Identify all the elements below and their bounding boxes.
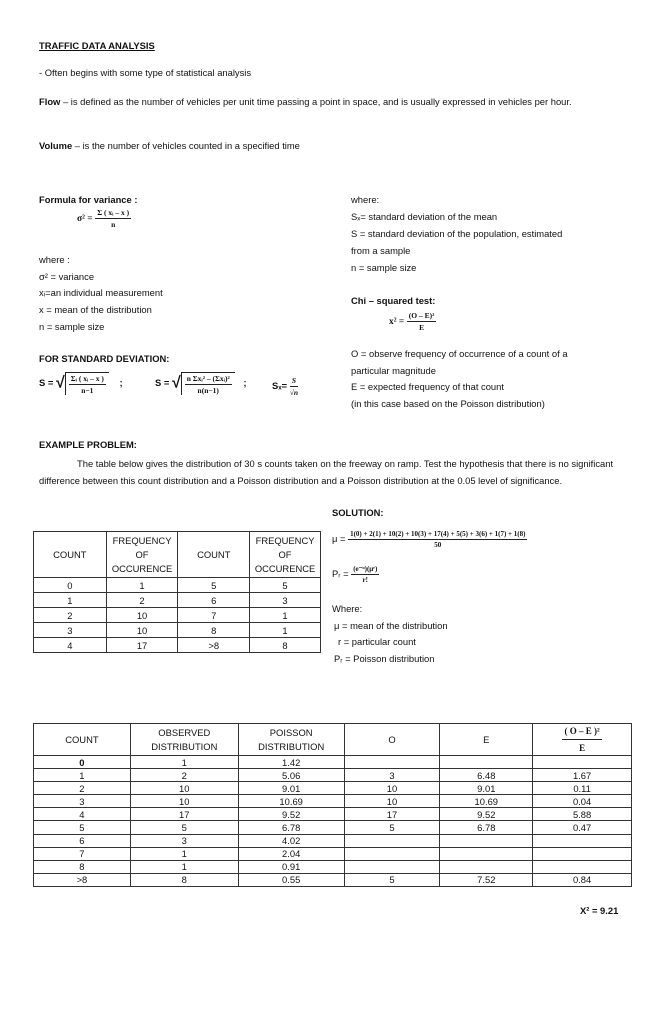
example-heading: EXAMPLE PROBLEM: <box>39 439 137 450</box>
chi-square-total: X² = 9.21 <box>580 905 619 916</box>
table-cell: 5 <box>34 821 131 834</box>
mu-formula <box>332 530 527 549</box>
flow-definition <box>39 93 624 110</box>
table-cell <box>344 834 440 847</box>
table-cell: 2 <box>106 593 178 608</box>
table-cell: 5 <box>250 578 321 593</box>
table-cell: 6.78 <box>238 821 344 834</box>
table-header: OBSERVED DISTRIBUTION <box>130 724 238 756</box>
table-row <box>34 860 632 873</box>
chi-heading: Chi – squared test: <box>351 295 436 306</box>
table-cell: 4 <box>34 638 107 653</box>
chi-line: O = observe frequency of occurrence of a count of a <box>351 348 568 359</box>
chi-numerator: (O – E)² <box>408 311 435 320</box>
table-cell: 6 <box>178 593 250 608</box>
variance-denominator: n <box>111 220 116 229</box>
table-cell: 5 <box>130 821 238 834</box>
table-cell: 2 <box>34 608 107 623</box>
intro-text: - Often begins with some type of statistical analysis <box>39 67 252 78</box>
variance-formula <box>77 208 131 229</box>
table-header-chi <box>533 724 632 756</box>
stddev1-denominator: n−1 <box>81 386 94 395</box>
table-cell: 9.01 <box>440 782 533 795</box>
table-cell: 5 <box>344 873 440 886</box>
variance-lhs: σ² = <box>77 213 93 224</box>
chi-col-denominator: E <box>579 743 586 753</box>
table-cell <box>440 847 533 860</box>
table-cell: 5.88 <box>533 808 632 821</box>
table-cell: 7 <box>34 847 131 860</box>
table-row <box>34 808 632 821</box>
solution-def: Pᵣ = Poisson distribution <box>334 653 435 664</box>
table-cell: 17 <box>130 808 238 821</box>
table-cell: 7.52 <box>440 873 533 886</box>
table-header: POISSON DISTRIBUTION <box>238 724 344 756</box>
table-cell: 7 <box>178 608 250 623</box>
table-cell: 9.52 <box>238 808 344 821</box>
table-cell: 1 <box>34 593 107 608</box>
table-header: FREQUENCY OF OCCURENCE <box>250 532 321 578</box>
variance-heading: Formula for variance : <box>39 194 138 205</box>
variance-def: n = sample size <box>39 321 105 332</box>
table-cell: 2 <box>34 782 131 795</box>
table-cell: >8 <box>34 873 131 886</box>
mu-denominator: 50 <box>434 541 442 549</box>
variance-def: σ² = variance <box>39 271 95 282</box>
table-cell: 2 <box>130 769 238 782</box>
table-cell: 8 <box>250 638 321 653</box>
table-cell: 0.11 <box>533 782 632 795</box>
table-cell: 8 <box>34 860 131 873</box>
chi-line: (in this case based on the Poisson distribution) <box>351 398 545 409</box>
table-cell: 17 <box>344 808 440 821</box>
chi-col-numerator: ( O – E )² <box>562 724 601 740</box>
table-cell: 1 <box>130 860 238 873</box>
table-cell: 6 <box>34 834 131 847</box>
table-cell: 10 <box>344 782 440 795</box>
chi-square-table <box>33 723 632 887</box>
table-row <box>34 638 321 653</box>
table-header: E <box>440 724 533 756</box>
table-cell: 0.55 <box>238 873 344 886</box>
flow-term: Flow <box>39 96 61 107</box>
table-cell <box>440 860 533 873</box>
stddev1-lhs: S = <box>39 376 54 388</box>
right-where-line: S = standard deviation of the population, estimated <box>351 228 563 239</box>
table-cell <box>344 847 440 860</box>
table-header: FREQUENCY OF OCCURENCE <box>106 532 178 578</box>
poisson-formula <box>332 565 379 584</box>
table-header: COUNT <box>34 724 131 756</box>
solution-where: Where: <box>332 603 363 614</box>
table-cell: 1 <box>34 769 131 782</box>
table-row <box>34 623 321 638</box>
table-cell: 10 <box>130 782 238 795</box>
table-cell: 5 <box>344 821 440 834</box>
variance-numerator: Σ ( xᵢ – x ) <box>97 208 130 217</box>
table-cell: 10.69 <box>238 795 344 808</box>
table-cell <box>440 756 533 769</box>
volume-text: – is the number of vehicles counted in a specified time <box>72 140 300 151</box>
stddev2-numerator: n Σxᵢ² – (Σxᵢ)² <box>186 374 230 383</box>
table-cell <box>533 860 632 873</box>
poisson-numerator: (e⁻ᵘ)(μʳ) <box>353 565 378 573</box>
table-cell: 6.48 <box>440 769 533 782</box>
table-cell: 1 <box>250 608 321 623</box>
table-cell: 1 <box>106 578 178 593</box>
table-cell <box>533 834 632 847</box>
table-cell <box>344 860 440 873</box>
stddev2-denominator: n(n−1) <box>197 386 219 395</box>
table-cell: 10 <box>106 608 178 623</box>
table-cell: 10 <box>130 795 238 808</box>
table-cell: 4.02 <box>238 834 344 847</box>
table-cell: >8 <box>178 638 250 653</box>
table-row <box>34 873 632 886</box>
table-header: COUNT <box>178 532 250 578</box>
table-row <box>34 834 632 847</box>
variance-where: where : <box>39 254 70 265</box>
table-cell: 10 <box>344 795 440 808</box>
right-where-line: n = sample size <box>351 262 417 273</box>
table-row <box>34 782 632 795</box>
mu-numerator: 1(0) + 2(1) + 10(2) + 10(3) + 17(4) + 5(5) + 3(6) + 1(7) + 1(8) <box>350 530 526 538</box>
table-row <box>34 756 632 769</box>
table-cell: 10.69 <box>440 795 533 808</box>
poisson-denominator: r! <box>362 576 368 584</box>
table-row <box>34 593 321 608</box>
table-row <box>34 608 321 623</box>
frequency-table <box>33 531 321 653</box>
table-cell: 9.52 <box>440 808 533 821</box>
table-cell: 0.84 <box>533 873 632 886</box>
table-cell: 5 <box>178 578 250 593</box>
table-cell: 0 <box>34 756 131 769</box>
table-cell <box>533 756 632 769</box>
table-cell: 3 <box>250 593 321 608</box>
table-header: O <box>344 724 440 756</box>
table-cell: 3 <box>130 834 238 847</box>
poisson-lhs: Pᵣ = <box>332 567 349 579</box>
table-cell: 10 <box>106 623 178 638</box>
table-row <box>34 847 632 860</box>
solution-heading: SOLUTION: <box>332 507 384 518</box>
chi-denominator: E <box>419 323 425 332</box>
page-title: TRAFFIC DATA ANALYSIS <box>39 40 155 51</box>
table-row <box>34 821 632 834</box>
stddev-heading: FOR STANDARD DEVIATION: <box>39 353 170 364</box>
chi-lhs: x² = <box>389 316 405 327</box>
volume-definition <box>39 137 624 154</box>
chi-line: E = expected frequency of that count <box>351 381 504 392</box>
table-cell: 1 <box>130 847 238 860</box>
table-row <box>34 795 632 808</box>
mu-lhs: μ = <box>332 532 346 544</box>
table-row <box>34 769 632 782</box>
variance-def: xᵢ=an individual measurement <box>39 287 163 298</box>
table-cell: 8 <box>130 873 238 886</box>
chi-line: particular magnitude <box>351 365 436 376</box>
table-header: COUNT <box>34 532 107 578</box>
table-cell: 0.04 <box>533 795 632 808</box>
table-cell: 1 <box>250 623 321 638</box>
table-cell <box>533 847 632 860</box>
table-cell: 0 <box>34 578 107 593</box>
stddev2-lhs: S = <box>155 376 170 388</box>
right-where-line: Sₓ= standard deviation of the mean <box>351 211 498 222</box>
stddev-formula-2: S = √ $\frac{\text{n Σxᵢ² – (Σxᵢ)²}}{n(n-1)}$ ; <box>155 374 247 395</box>
table-cell <box>344 756 440 769</box>
stddev-formula-1: S = √ $\frac{\text{Σᵢ ( xᵢ – x )}}{n-1}$ ; <box>39 374 123 395</box>
solution-def: μ = mean of the distribution <box>334 620 448 631</box>
table-cell: 1 <box>130 756 238 769</box>
table-cell: 3 <box>34 795 131 808</box>
stddev-formula-3 <box>272 376 298 397</box>
table-cell: 6.78 <box>440 821 533 834</box>
table-cell: 17 <box>106 638 178 653</box>
example-text: The table below gives the distribution of 30 s counts taken on the freeway on ramp. Test the hypothesis that there is no significant difference between this count distribution and a Poisson distribution and a Poisson distribution at the 0.05 level of significance. <box>39 458 614 486</box>
right-where-line: from a sample <box>351 245 411 256</box>
table-cell: 3 <box>34 623 107 638</box>
stddev3-denominator: √n <box>289 388 299 397</box>
stddev3-lhs: Sₓ= <box>272 379 288 391</box>
right-where-label: where: <box>351 194 380 205</box>
table-cell: 1.42 <box>238 756 344 769</box>
table-cell: 2.04 <box>238 847 344 860</box>
solution-def: r = particular count <box>338 636 416 647</box>
table-row <box>34 578 321 593</box>
volume-term: Volume <box>39 140 73 151</box>
table-cell: 0.47 <box>533 821 632 834</box>
separator: ; <box>243 376 247 388</box>
table-cell <box>440 834 533 847</box>
table-cell: 3 <box>344 769 440 782</box>
table-cell: 0.91 <box>238 860 344 873</box>
table-cell: 1.67 <box>533 769 632 782</box>
chi-formula <box>389 311 436 332</box>
stddev3-numerator: S <box>291 376 297 385</box>
flow-text: – is defined as the number of vehicles per unit time passing a point in space, and is usually expressed in vehicles per hour. <box>60 96 572 107</box>
variance-def: x = mean of the distribution <box>39 304 152 315</box>
separator: ; <box>119 376 123 388</box>
table-cell: 4 <box>34 808 131 821</box>
table-cell: 5.06 <box>238 769 344 782</box>
table-cell: 9.01 <box>238 782 344 795</box>
chi-square-body <box>34 756 632 887</box>
table-cell: 8 <box>178 623 250 638</box>
stddev1-numerator: Σᵢ ( xᵢ – x ) <box>70 374 104 383</box>
